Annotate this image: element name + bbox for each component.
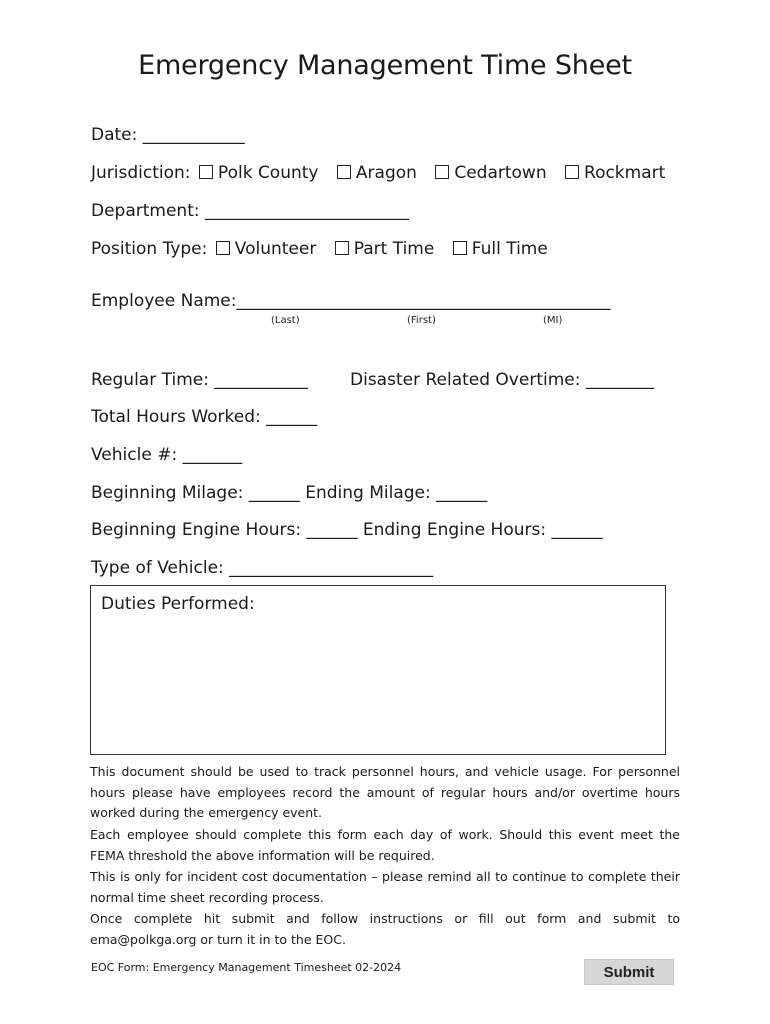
ending-milage-label: Ending Milage: xyxy=(305,483,431,503)
date-field[interactable]: ____________ xyxy=(142,125,245,145)
form-footer: EOC Form: Emergency Management Timesheet 02-2024 xyxy=(91,961,402,974)
engine-hours-row xyxy=(91,520,603,540)
first-name-sublabel: (First) xyxy=(407,315,436,326)
middle-initial-sublabel: (MI) xyxy=(543,315,563,326)
jurisdiction-option-cedartown[interactable] xyxy=(432,163,546,183)
regular-time-label: Regular Time: xyxy=(91,370,209,390)
vehicle-type-field[interactable]: ________________________ xyxy=(229,558,434,578)
ending-engine-hours-field[interactable]: ______ xyxy=(551,520,603,540)
instruction-paragraph: Each employee should complete this form each day of work. Should this event meet the FEMA threshold the above information will be required. xyxy=(90,827,680,863)
vehicle-number-row xyxy=(91,445,242,465)
option-label: Volunteer xyxy=(234,239,317,259)
duties-performed-textarea[interactable] xyxy=(90,585,666,755)
page-title: Emergency Management Time Sheet xyxy=(138,50,632,81)
position-option-volunteer[interactable] xyxy=(213,239,317,259)
position-option-full-time[interactable] xyxy=(450,239,548,259)
department-label: Department: xyxy=(91,201,200,221)
total-hours-row xyxy=(91,407,317,427)
submit-button[interactable]: Submit xyxy=(584,959,674,985)
date-row xyxy=(91,125,245,145)
position-type-label: Position Type: xyxy=(91,239,208,259)
option-label: Part Time xyxy=(353,239,435,259)
checkbox[interactable] xyxy=(435,165,449,179)
overtime-field[interactable]: ________ xyxy=(585,370,654,390)
overtime-label: Disaster Related Overtime: xyxy=(350,370,581,390)
employee-name-label: Employee Name: xyxy=(91,291,237,311)
instruction-paragraph: Once complete hit submit and follow instructions or fill out form and submit to ema@polkga.org or turn it in to the EOC. xyxy=(90,911,680,947)
beginning-milage-label: Beginning Milage: xyxy=(91,483,244,503)
checkbox[interactable] xyxy=(199,165,213,179)
jurisdiction-option-polk-county[interactable] xyxy=(196,163,319,183)
jurisdiction-label: Jurisdiction: xyxy=(91,163,191,183)
ending-engine-hours-label: Ending Engine Hours: xyxy=(362,520,547,540)
jurisdiction-option-aragon[interactable] xyxy=(334,163,417,183)
checkbox[interactable] xyxy=(565,165,579,179)
instruction-paragraph: This is only for incident cost documentation – please remind all to continue to complete their normal time sheet recording process. xyxy=(90,869,680,905)
option-label: Polk County xyxy=(217,163,319,183)
option-label: Full Time xyxy=(471,239,548,259)
vehicle-number-field[interactable]: _______ xyxy=(182,445,243,465)
employee-name-field[interactable]: ____________________________________________ xyxy=(236,291,611,311)
department-row xyxy=(91,201,409,221)
duties-performed-label: Duties Performed: xyxy=(101,594,255,614)
option-label: Aragon xyxy=(355,163,417,183)
checkbox[interactable] xyxy=(453,241,467,255)
total-hours-label: Total Hours Worked: xyxy=(91,407,261,427)
overtime-row xyxy=(350,370,654,390)
option-label: Cedartown xyxy=(454,163,547,183)
option-label: Rockmart xyxy=(584,163,666,183)
regular-time-field[interactable]: ___________ xyxy=(214,370,308,390)
employee-name-row xyxy=(91,291,610,311)
position-type-row xyxy=(91,239,558,259)
vehicle-number-label: Vehicle #: xyxy=(91,445,178,465)
total-hours-field[interactable]: ______ xyxy=(266,407,318,427)
ending-milage-field[interactable]: ______ xyxy=(436,483,488,503)
milage-row xyxy=(91,483,487,503)
regular-time-row xyxy=(91,370,308,390)
checkbox[interactable] xyxy=(335,241,349,255)
beginning-milage-field[interactable]: ______ xyxy=(248,483,300,503)
position-option-part-time[interactable] xyxy=(332,239,435,259)
last-name-sublabel: (Last) xyxy=(271,315,300,326)
vehicle-type-row xyxy=(91,558,433,578)
department-field[interactable]: ________________________ xyxy=(205,201,410,221)
beginning-engine-hours-field[interactable]: ______ xyxy=(306,520,358,540)
date-label: Date: xyxy=(91,125,138,145)
jurisdiction-option-rockmart[interactable] xyxy=(562,163,665,183)
vehicle-type-label: Type of Vehicle: xyxy=(91,558,224,578)
jurisdiction-row xyxy=(91,163,675,183)
checkbox[interactable] xyxy=(337,165,351,179)
checkbox[interactable] xyxy=(216,241,230,255)
instruction-paragraph: This document should be used to track personnel hours, and vehicle usage. For personnel hours please have employees record the amount of regular hours and/or overtime hours worked during the emergency event. xyxy=(90,764,680,820)
beginning-engine-hours-label: Beginning Engine Hours: xyxy=(91,520,302,540)
